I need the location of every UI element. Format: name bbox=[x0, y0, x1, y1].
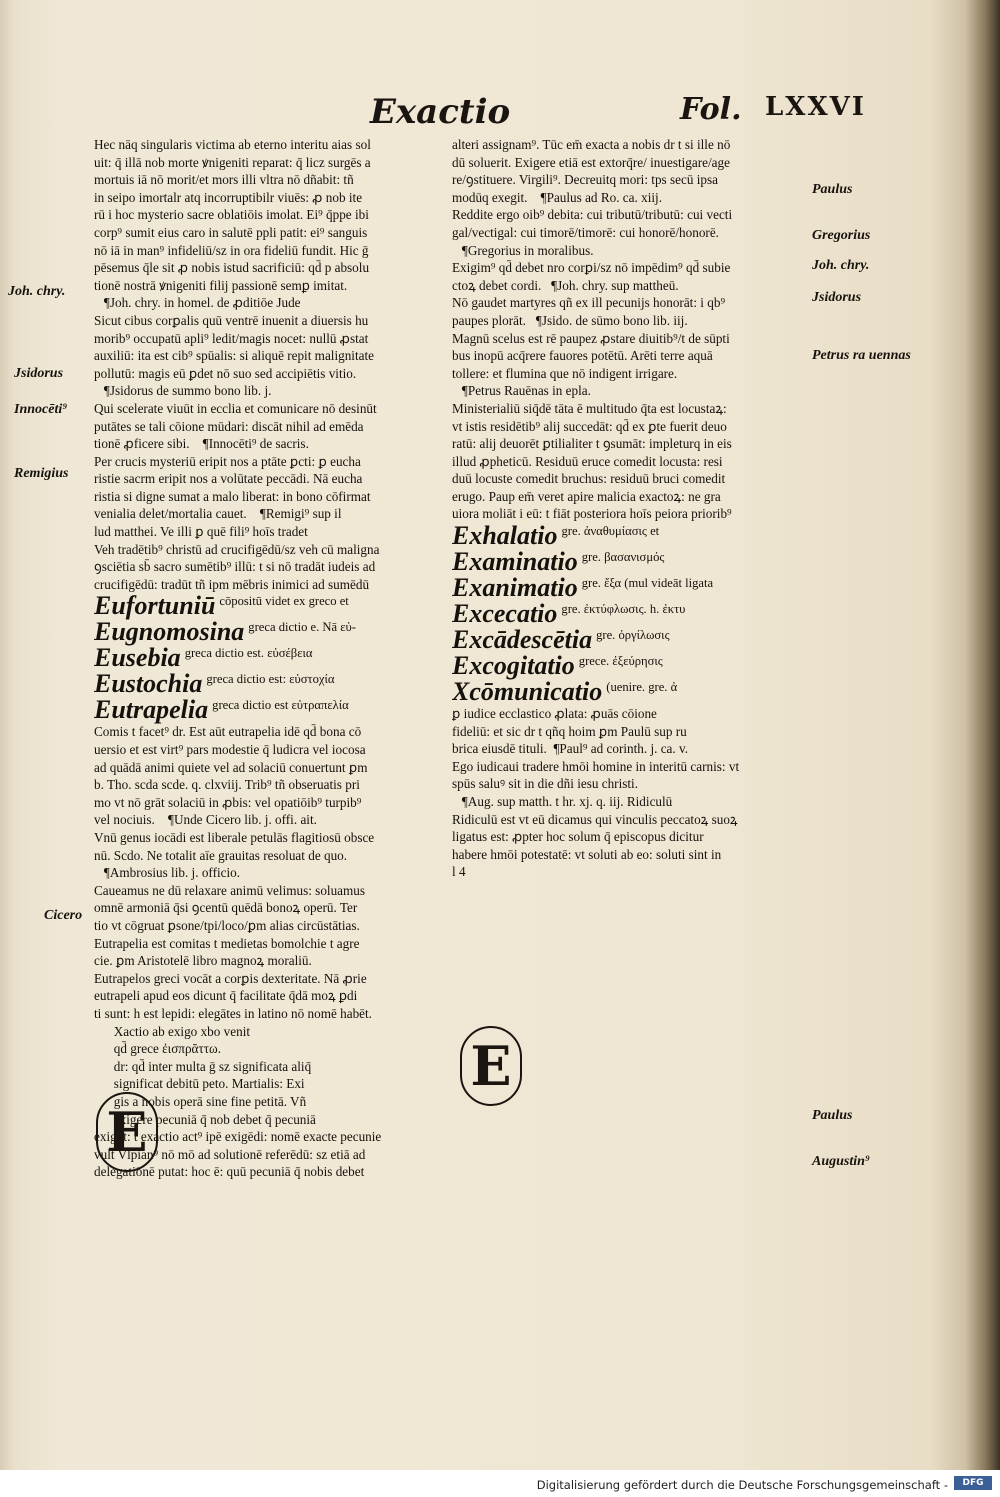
margin-note-left: Joh. chry. bbox=[8, 284, 66, 299]
margin-note-left: Remigius bbox=[14, 466, 69, 481]
text-line: Comis t facet⁹ dr. Est aūt eutrapelia idē qd̄ bona cō bbox=[94, 724, 362, 740]
text-line: uersio et est virt⁹ pars modestie q̄ ludicra vel iocosa bbox=[94, 742, 366, 758]
margin-note-left: Jsidorus bbox=[14, 366, 64, 381]
dictionary-entry bbox=[94, 593, 452, 619]
text-line: Vnū genus iocādi est liberale petulās flagitiosū obsce bbox=[94, 830, 375, 845]
text-line: nō iā in man⁹ infideliū/sz in ora fideliū fundit. Hic ḡ bbox=[94, 242, 369, 258]
margin-note-right: Paulus bbox=[812, 1108, 853, 1123]
text-line: nū. Scdo. Ne totalit aīe grauitas resoluat de quo. bbox=[94, 847, 348, 863]
text-line: duū locuste comedit bruchus: residuū bruci comedit bbox=[452, 471, 726, 487]
text-line: omnē armoniā q̄si ꝯcentū quēdā bonoꝝ operū. Ter bbox=[94, 900, 358, 916]
text-line: b. Tho. scda scde. q. clxviij. Trib⁹ tñ obseruatis pri bbox=[94, 777, 360, 793]
dictionary-entry bbox=[94, 645, 452, 671]
margin-note-right: Jsidorus bbox=[812, 290, 862, 305]
text-line: lud matthei. Ve illi ꝑ quē fili⁹ hoīs tradet bbox=[94, 524, 308, 540]
text-line: paupes plorāt. ¶Jsido. de sūmo bono lib. iij. bbox=[452, 312, 688, 328]
text-line: ristia si digne sumat a malo liberat: in bono cōfirmat bbox=[94, 488, 371, 504]
left-text-column bbox=[94, 136, 452, 1181]
text-line: ligatus est: ꝓpter hoc solum q̄ episcopus dicitur bbox=[452, 829, 704, 845]
text-line: ratū: alij deuorēt ꝑtilialiter t ꝯsumāt: impleturq in eis bbox=[452, 436, 732, 452]
right-text-column bbox=[452, 136, 808, 881]
text-line: tionē nostrā ꝟnigeniti filij passionē semꝑ imitat. bbox=[94, 277, 348, 293]
text-line: Xactio ab exigo xbo venit bbox=[94, 1023, 251, 1039]
decorated-initial-left: E bbox=[96, 1092, 158, 1172]
entry-gloss: gre. ἀναθυμίασις et bbox=[561, 524, 660, 539]
text-line: ristie sacrm eripit nos a volūtate peccādi. Nā eucha bbox=[94, 471, 363, 487]
margin-note-right: Gregorius bbox=[812, 228, 871, 243]
text-line: brica eiusdē tituli. ¶Paul⁹ ad corinth. j. ca. v. bbox=[452, 741, 689, 757]
entry-headword: Exanimatio bbox=[452, 573, 578, 603]
entry-headword: Eusebia bbox=[94, 643, 181, 673]
text-line: crucifigēdū: tradūt tñ ipm mēbris inimici ad sumēdū bbox=[94, 576, 370, 592]
entry-gloss: greca dictio est. εὐσέβεια bbox=[184, 646, 313, 661]
text-line: delegatiōnē putat: hoc ē: quū pecuniā q̄ nobis debet bbox=[94, 1164, 365, 1180]
entry-gloss: (uenire. gre. ἀ bbox=[606, 680, 678, 695]
text-line: vel nociuis. ¶Unde Cicero lib. j. offi. ait. bbox=[94, 812, 317, 828]
entry-gloss: gre. ἔξα (mul videāt ligata bbox=[581, 576, 714, 591]
entry-gloss: gre. βασανισμός bbox=[581, 550, 665, 565]
entry-headword: Eustochia bbox=[94, 669, 203, 699]
dfg-logo: DFG bbox=[954, 1476, 992, 1490]
text-line: auxiliū: ita est cib⁹ spūalis: si aliquē repit malignitate bbox=[94, 348, 375, 364]
text-line: eutrapeli apud eos dicunt q̄ facilitate q̄dā moꝝ ꝑdi bbox=[94, 988, 358, 1004]
text-line: gis a nobis operā sine fine petitā. Vñ bbox=[94, 1093, 307, 1109]
dictionary-entry bbox=[94, 619, 452, 645]
text-line: dū soluerit. Exigere etiā est extorq̄re/ inuestigare/age bbox=[452, 154, 730, 170]
text-line: erugo. Paup em̄ veret apire malicia exactoꝝ: ne gra bbox=[452, 488, 721, 504]
text-line: bus inopū acq̄rere fauores potētū. Arēti terre aquā bbox=[452, 348, 713, 364]
text-line: uiora moliāt i eū: t fiāt posteriora hoīs peiora priorib⁹ bbox=[452, 506, 732, 522]
entry-gloss: gre. ἐκτύφλωσις. h. ἐκτυ bbox=[561, 602, 686, 617]
running-head: Exactio bbox=[370, 92, 511, 132]
dictionary-entry bbox=[452, 627, 808, 653]
text-line: fideliū: et sic dr t qñq hoim ꝑm Paulū sup ru bbox=[452, 723, 687, 739]
text-line: habere hmōi potestatē: vt soluti ab eo: soluti sint in bbox=[452, 846, 722, 862]
text-line: illud ꝓpheticū. Residuū eruce comedit locusta: resi bbox=[452, 453, 723, 469]
dictionary-entry bbox=[94, 697, 452, 723]
text-line: Eutrapelos greci vocāt a corꝑis dexteritate. Nā ꝓrie bbox=[94, 970, 367, 986]
text-line: Magnū scelus est rē paupez ꝓstare diuitib⁹/t de sūpti bbox=[452, 330, 730, 346]
dictionary-entry bbox=[452, 601, 808, 627]
entry-headword: Eufortuniū bbox=[94, 591, 216, 621]
text-line: Reddite ergo oib⁹ debita: cui tributū/tributū: cui vecti bbox=[452, 207, 733, 223]
text-line: Sicut cibus corꝑalis quū ventrē inuenit a diuersis hu bbox=[94, 312, 369, 328]
text-line: tollere: et flumina que nō indigent irrigare. bbox=[452, 365, 678, 381]
text-line: cie. ꝑm Aristotelē libro magnoꝝ moraliū. bbox=[94, 953, 312, 969]
text-line: mo vt nō grāt solaciū in ꝓbis: vel opatiōib⁹ turpib⁹ bbox=[94, 794, 362, 810]
text-line: corp⁹ sumit eius caro in salutē ppli patit: ei⁹ sanguis bbox=[94, 224, 368, 240]
text-line: ¶Jsidorus de summo bono lib. j. bbox=[94, 383, 272, 399]
text-line: ¶Petrus Rauēnas in epla. bbox=[452, 383, 591, 399]
folio-number: LXXVI bbox=[765, 92, 866, 122]
text-line: uit: q̄ illā nob morte ꝟnigeniti reparat: q̄ licz surgēs a bbox=[94, 154, 371, 170]
entry-gloss: cōpositū videt ex greco et bbox=[219, 594, 349, 609]
text-line: Nō gaudet martyres qñ ex ill pecunijs honorāt: i qb⁹ bbox=[452, 295, 726, 311]
entry-gloss: grece. ἐξεύρησις bbox=[578, 654, 663, 669]
text-line: Ego iudicaui tradere hmōi homine in interitū carnis: vt bbox=[452, 758, 740, 774]
text-line: ¶Aug. sup matth. t hr. xj. q. iij. Ridiculū bbox=[452, 794, 673, 810]
dictionary-entry bbox=[94, 671, 452, 697]
folio-label: Fol. bbox=[680, 92, 742, 127]
text-line: gal/vectigal: cui timorē/timorē: cui honorē/honorē. bbox=[452, 224, 719, 240]
entry-gloss: greca dictio est εὐτραπελία bbox=[212, 698, 349, 713]
text-line: Ministerialiū siq̄dē tāta ē multitudo q̄ta est locustaꝝ: bbox=[452, 400, 727, 416]
dictionary-entry bbox=[452, 575, 808, 601]
entry-headword: Eutrapelia bbox=[94, 695, 209, 725]
text-line: venialia delet/mortalia cauet. ¶Remigi⁹ sup il bbox=[94, 506, 342, 522]
entry-headword: Xcōmunicatio bbox=[452, 677, 603, 707]
entry-headword: Examinatio bbox=[452, 547, 578, 577]
dictionary-entry bbox=[452, 679, 808, 705]
text-line: ꝑ iudice ecclastico ꝓlata: ꝓuās cōione bbox=[452, 706, 657, 722]
text-line: pollutū: magis eū ꝑdet nō suo sed accipiētis vitio. bbox=[94, 365, 357, 381]
text-line: ¶Ambrosius lib. j. officio. bbox=[94, 865, 241, 881]
entry-headword: Excogitatio bbox=[452, 651, 575, 681]
text-line: tionē ꝓficere sibi. ¶Innocēti⁹ de sacris. bbox=[94, 436, 309, 452]
text-line: Hec nāq singularis victima ab eterno interitu aias sol bbox=[94, 137, 371, 152]
text-line: re/ꝯstituere. Virgili⁹. Decreuitq mori: tps secū ipsa bbox=[452, 172, 718, 188]
text-line: vt istis residētib⁹ alij succedāt: qd̄ ex ꝑte fuerit deuo bbox=[452, 418, 727, 434]
text-line: mortuis iā nō morit/et mors illi vltra nō dñabit: tñ bbox=[94, 172, 354, 188]
entry-gloss: gre. ὀργίλωσις bbox=[596, 628, 670, 643]
text-line: ti sunt: h est lepidi: elegātes in latino nō nomē habēt. bbox=[94, 1005, 372, 1021]
dictionary-entry bbox=[452, 523, 808, 549]
text-line: Ridiculū est vt eū dicamus qui vinculis peccatoꝝ suoꝝ bbox=[452, 811, 738, 827]
entry-headword: Eugnomosina bbox=[94, 617, 245, 647]
text-line: significat debitū peto. Martialis: Exi bbox=[94, 1076, 305, 1092]
text-line: rū i hoc mysterio sacre oblatiōis imolat. Ei⁹ q̄ppe ibi bbox=[94, 207, 369, 223]
dictionary-entry bbox=[452, 653, 808, 679]
text-line: spūs saluꝰ sit in die dñi iesu christi. bbox=[452, 776, 638, 792]
entry-gloss: greca dictio e. Nā εὐ- bbox=[248, 620, 356, 635]
text-line: qd̄ grece ἐισπρᾶττω. bbox=[94, 1041, 222, 1057]
text-line: vult Vlpian⁹ nō mō ad solutionē referēdū: sz etiā ad bbox=[94, 1146, 366, 1162]
text-line: Qui scelerate viuūt in ecclia et comunicare nō desinūt bbox=[94, 400, 377, 416]
margin-note-right: Augustin⁹ bbox=[812, 1154, 870, 1169]
text-line: Eutrapelia est comitas t medietas bomolchie t agre bbox=[94, 935, 360, 951]
funding-notice: Digitalisierung gefördert durch die Deutsche Forschungsgemeinschaft - bbox=[536, 1478, 948, 1492]
text-line: exigere pecuniā q̄ nob debet q̄ pecuniā bbox=[94, 1111, 316, 1127]
text-line: putātes se tali cōione mūdari: discāt nihil ad emēda bbox=[94, 418, 364, 434]
text-line: modūq exegit. ¶Paulus ad Ro. ca. xiij. bbox=[452, 189, 662, 205]
margin-note-left: Cicero bbox=[44, 908, 83, 923]
dictionary-entry bbox=[452, 549, 808, 575]
text-line: ad quādā animi quiete vel ad solaciū conuertunt ꝑm bbox=[94, 759, 368, 775]
text-line: Per crucis mysteriū eripit nos a ptāte ꝑcti: ꝑ eucha bbox=[94, 453, 361, 469]
text-line: Veh tradētib⁹ christū ad crucifigēdū/sz veh cū maligna bbox=[94, 541, 380, 557]
margin-note-right: Paulus bbox=[812, 182, 853, 197]
entry-headword: Excecatio bbox=[452, 599, 558, 629]
text-line: l 4 bbox=[452, 864, 466, 880]
text-line: pēsemus q̄le sit ꝓ nobis istud sacrificiū: qd̄ p absolu bbox=[94, 260, 370, 276]
text-line: morib⁹ occupatū apli⁹ ledit/magis nocet: nullū ꝓstat bbox=[94, 330, 369, 346]
entry-headword: Excādescētia bbox=[452, 625, 593, 655]
text-line: dr: qd̄ inter multa ḡ sz significata aliq̄ bbox=[94, 1058, 312, 1074]
decorated-initial-right: E bbox=[460, 1026, 522, 1106]
text-line: alteri assignam⁹. Tūc em̄ exacta a nobis dr t si ille nō bbox=[452, 137, 731, 152]
text-line: Caueamus ne dū relaxare animū velimus: soluamus bbox=[94, 882, 366, 898]
entry-headword: Exhalatio bbox=[452, 521, 558, 551]
text-line: ¶Joh. chry. in homel. de ꝓditiōe Jude bbox=[94, 295, 301, 311]
text-line: Exigim⁹ qd̄ debet nro corꝑi/sz nō impēdim⁹ qd̄ subie bbox=[452, 260, 731, 276]
text-line: ꝯsciētia sb̄ sacro sumētib⁹ illū: t si nō tradāt iudeis ad bbox=[94, 559, 376, 575]
text-line: tio vt cōgruat ꝑsone/tpi/loco/ꝑm alias circūstātias. bbox=[94, 917, 360, 933]
margin-note-right: Joh. chry. bbox=[812, 258, 870, 273]
text-line: ctoꝝ debet cordi. ¶Joh. chry. sup mattheū. bbox=[452, 277, 679, 293]
text-line: in seipo imortalr atq incorruptibilr viuēs: ꝓ nob ite bbox=[94, 189, 363, 205]
text-line: ¶Gregorius in moralibus. bbox=[452, 242, 594, 258]
text-line: exigūt: t exactio act⁹ ipē exigēdi: nomē exacte pecunie bbox=[94, 1129, 382, 1145]
margin-note-right: Petrus ra uennas bbox=[812, 348, 911, 363]
margin-note-left: Innocēti⁹ bbox=[14, 402, 68, 417]
entry-gloss: greca dictio est: εὐστοχία bbox=[206, 672, 335, 687]
